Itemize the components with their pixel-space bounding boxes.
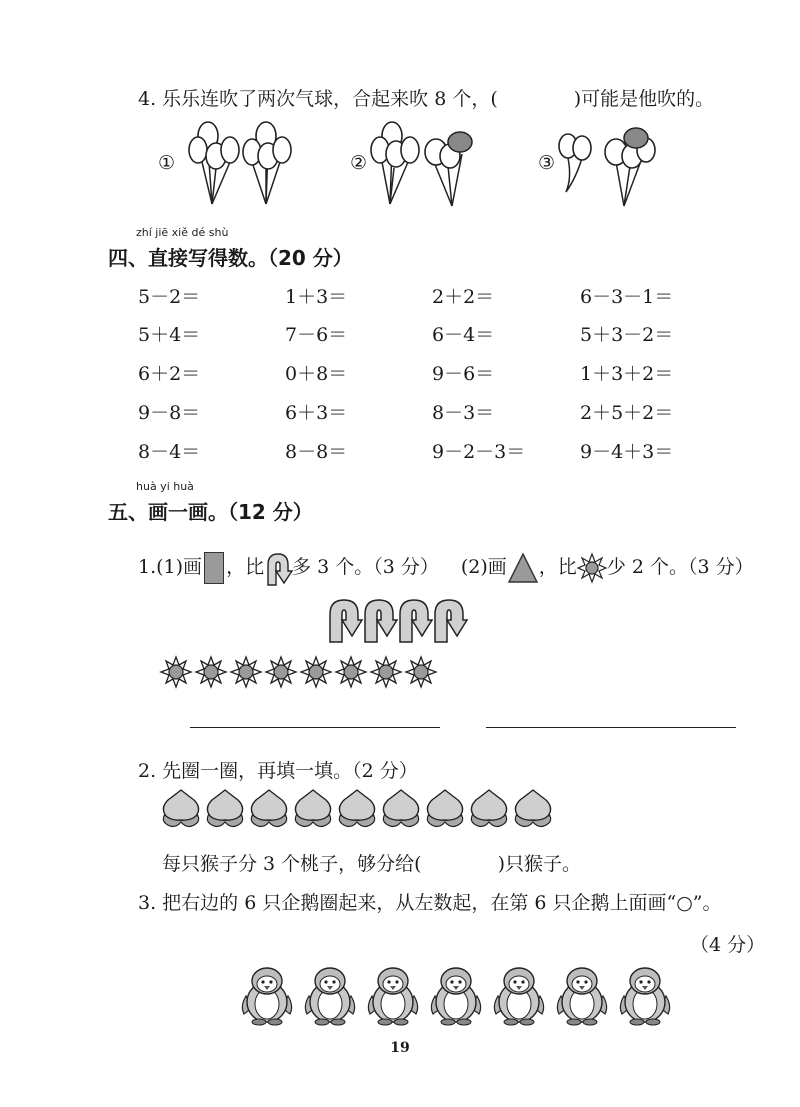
sun-icon <box>577 553 607 583</box>
equation: 9－6＝ <box>432 363 495 385</box>
equation: 8－4＝ <box>138 441 201 463</box>
equation: 1＋3＝ <box>285 286 348 308</box>
equation: 5－2＝ <box>138 286 201 308</box>
equation: 1＋3＋2＝ <box>580 363 674 385</box>
option-1-label: ① <box>158 152 176 174</box>
equation: 6＋3＝ <box>285 402 348 424</box>
equation: 2＋2＝ <box>432 286 495 308</box>
peach-row <box>160 788 560 832</box>
q1-part1-prefix: (1)画 <box>156 556 203 578</box>
sec5-q3-title: 3. 把右边的 6 只企鹅圈起来，从左数起，在第 6 只企鹅上面画“○”。 <box>138 892 722 914</box>
rectangle-icon <box>204 552 224 584</box>
sec5-q2-title: 2. 先圈一圈，再填一填。（2 分） <box>138 760 418 782</box>
page-number: 19 <box>390 1040 410 1056</box>
arch-arrow-icon <box>264 551 292 585</box>
equation: 0＋8＝ <box>285 363 348 385</box>
sec4-heading: 四、直接写得数。（20 分） <box>108 246 353 270</box>
answer-line-1[interactable] <box>190 727 440 728</box>
answer-line-2[interactable] <box>486 727 736 728</box>
sec5-q1 <box>138 550 754 585</box>
equation: 8－8＝ <box>285 441 348 463</box>
equation: 5＋4＝ <box>138 324 201 346</box>
penguin-row <box>238 966 678 1028</box>
sec5-heading: 五、画一画。（12 分） <box>108 500 313 524</box>
equation: 9－8＝ <box>138 402 201 424</box>
equation: 6－3－1＝ <box>580 286 674 308</box>
equation: 6－4＝ <box>432 324 495 346</box>
sec5-pinyin: huà yi huà <box>136 480 194 493</box>
option-3-label: ③ <box>538 152 556 174</box>
q4-text: 4. 乐乐连吹了两次气球，合起来吹 8 个，( )可能是他吹的。 <box>138 88 715 110</box>
sec5-q2-sentence: 每只猴子分 3 个桃子，够分给( )只猴子。 <box>162 853 581 875</box>
balloon-group-1 <box>180 118 300 213</box>
balloon-group-3 <box>556 118 666 213</box>
q1-part2-compare: ，比 <box>538 556 577 578</box>
equation: 7－6＝ <box>285 324 348 346</box>
equation: 6＋2＝ <box>138 363 201 385</box>
sec5-q3-score: （4 分） <box>690 934 766 956</box>
sun-row <box>160 656 440 692</box>
equation: 9－2－3＝ <box>432 441 526 463</box>
q1-part1-suffix: 多 3 个。（3 分） <box>292 556 439 578</box>
equation: 8－3＝ <box>432 402 495 424</box>
triangle-icon <box>507 552 539 584</box>
q1-number: 1. <box>138 556 157 578</box>
q1-part2-suffix: 少 2 个。（3 分） <box>606 556 754 578</box>
sec4-pinyin: zhí jiē xiě dé shù <box>136 226 229 239</box>
q1-part2-prefix: (2)画 <box>460 556 507 578</box>
q1-part1-compare: ，比 <box>226 556 265 578</box>
equation: 5＋3－2＝ <box>580 324 674 346</box>
arch-arrow-row <box>328 598 468 644</box>
equation: 9－4＋3＝ <box>580 441 674 463</box>
balloon-group-2 <box>370 118 490 213</box>
equation: 2＋5＋2＝ <box>580 402 674 424</box>
option-2-label: ② <box>350 152 368 174</box>
